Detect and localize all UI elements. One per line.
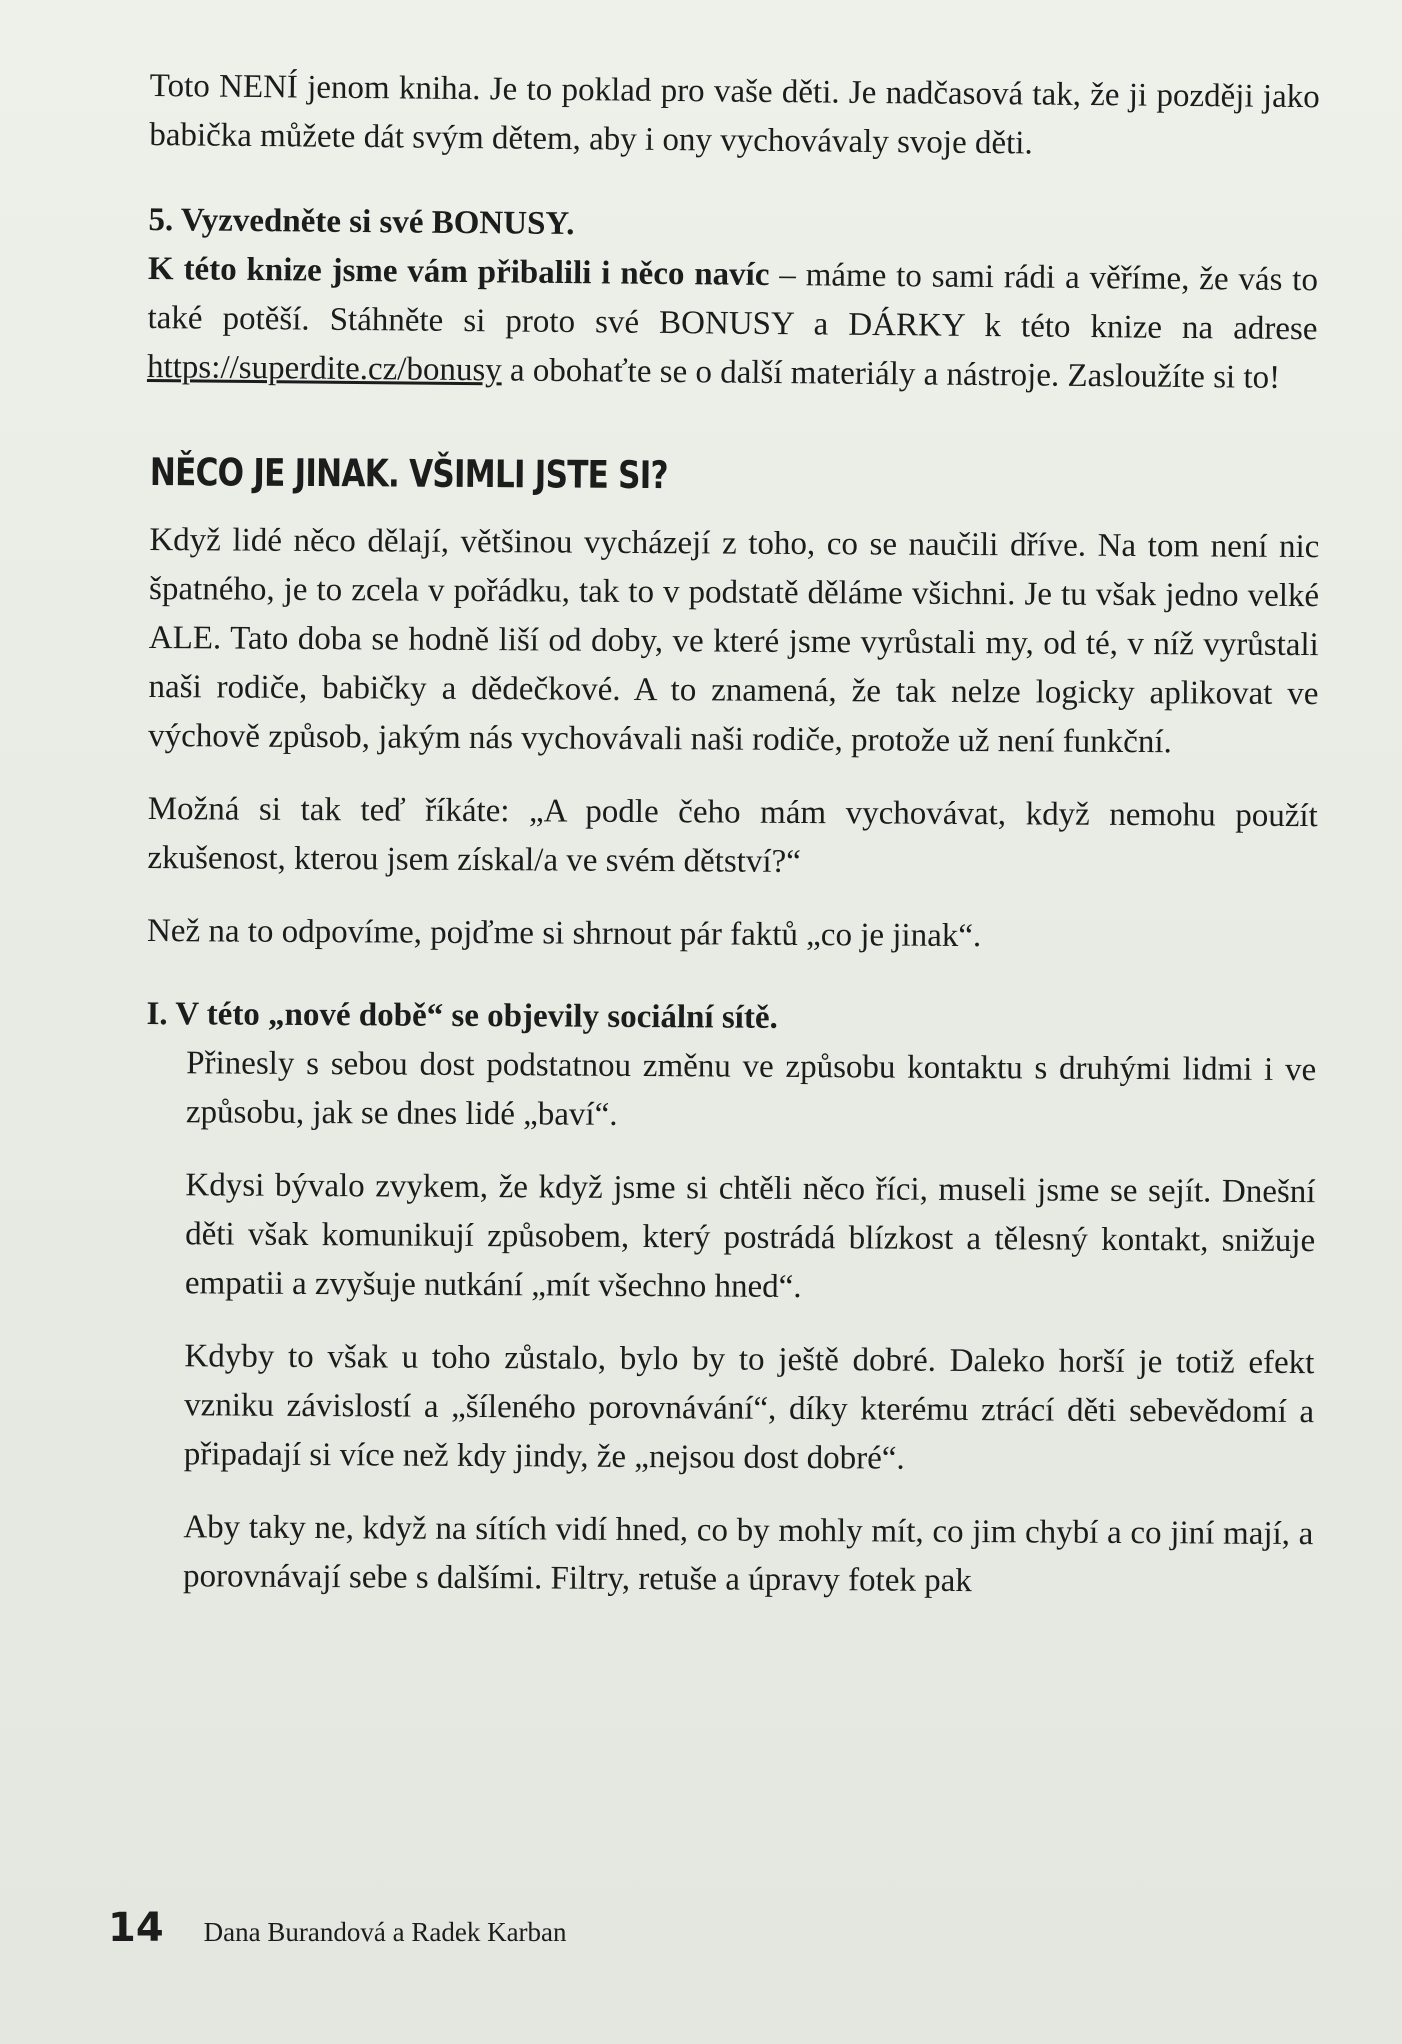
bonus-text-before-link: – máme to sami rádi a věříme, že vás to také potěší. Stáhněte si proto své BONUSY a DÁRKY k této knize na adrese: [147, 256, 1319, 348]
bonus-link[interactable]: https://superdite.cz/bonusy: [146, 348, 502, 389]
upper-block: [147, 62, 1320, 403]
bonus-text-after-link: a obohaťte se o další materiály a nástroje. Zasloužíte si to!: [501, 352, 1281, 396]
point-one-body: [183, 1039, 1316, 1608]
intro-paragraph: Toto NENÍ jenom kniha. Je to poklad pro vaše děti. Je nadčasová tak, že ji později jako babička můžete dát svým dětem, aby i ony vychovávaly svoje děti.: [149, 67, 1320, 162]
section-paragraph-2: Možná si tak teď říkáte: „A podle čeho mám vychovávat, když nemohu použít zkušenost, kterou jsem získal/a ve svém dětství?“: [147, 790, 1318, 880]
page-number: 14: [108, 1905, 164, 1951]
section-paragraph-3: Než na to odpovíme, pojďme si shrnout pár faktů „co je jinak“.: [146, 912, 982, 955]
section-heading: NĚCO JE JINAK. VŠIMLI JSTE SI?: [149, 449, 668, 498]
bonus-heading: 5. Vyzvedněte si své BONUSY.: [148, 201, 575, 243]
point-one-paragraph-4: Aby taky ne, když na sítích vidí hned, co by mohly mít, co jim chybí a co jiní mají, a porovnávají sebe s dalšími. Filtry, retuše a úpravy fotek pak: [182, 1509, 1314, 1600]
bonus-bold-lead: K této knize jsme vám přibalili i něco navíc: [147, 250, 770, 293]
point-one-paragraph-1: Přinesly s sebou dost podstatnou změnu ve způsobu kontaktu s druhými lidmi i ve způsobu, jak se dnes lidé „baví“.: [185, 1045, 1317, 1133]
bonus-paragraph: [147, 245, 1318, 403]
page-footer: [108, 1905, 567, 1951]
page-body: [146, 62, 1320, 1601]
point-one-paragraph-3: Kdyby to však u toho zůstalo, bylo by to ještě dobré. Daleko horší je totiž efekt vzniku závislostí a „šíleného porovnávání“, díky kterému ztrácí děti sebevědomí a připadají si více než kdy jindy, že „nejsou dost dobré“.: [183, 1338, 1315, 1477]
section-paragraph-1: Když lidé něco dělají, většinou vycházejí z toho, co se naučili dříve. Na tom není nic špatného, je to zcela v pořádku, tak to v podstatě děláme všichni. Je tu však jedno velké ALE. Tato doba se hodně liší od doby, ve které jsme vyrůstali my, od té, v níž vyrůstali naši rodiče, babičky a dědečkové. A to znamená, že tak nelze logicky aplikovat ve výchově způsob, jakým nás vychovávali naši rodiče, protože už není funkční.: [148, 521, 1320, 761]
footer-authors: Dana Burandová a Radek Karban: [203, 1917, 567, 1947]
lower-block: [143, 444, 1320, 1608]
point-one-paragraph-2: Kdysi bývalo zvykem, že když jsme si chtěli něco říci, museli jsme se sejít. Dnešní děti však komunikují způsobem, který postrádá blízkost a tělesný kontakt, snižuje empatii a zvyšuje nutkání „mít všechno hned“.: [184, 1167, 1316, 1305]
point-one-heading: I. V této „nové době“ se objevily sociální sítě.: [146, 995, 778, 1036]
